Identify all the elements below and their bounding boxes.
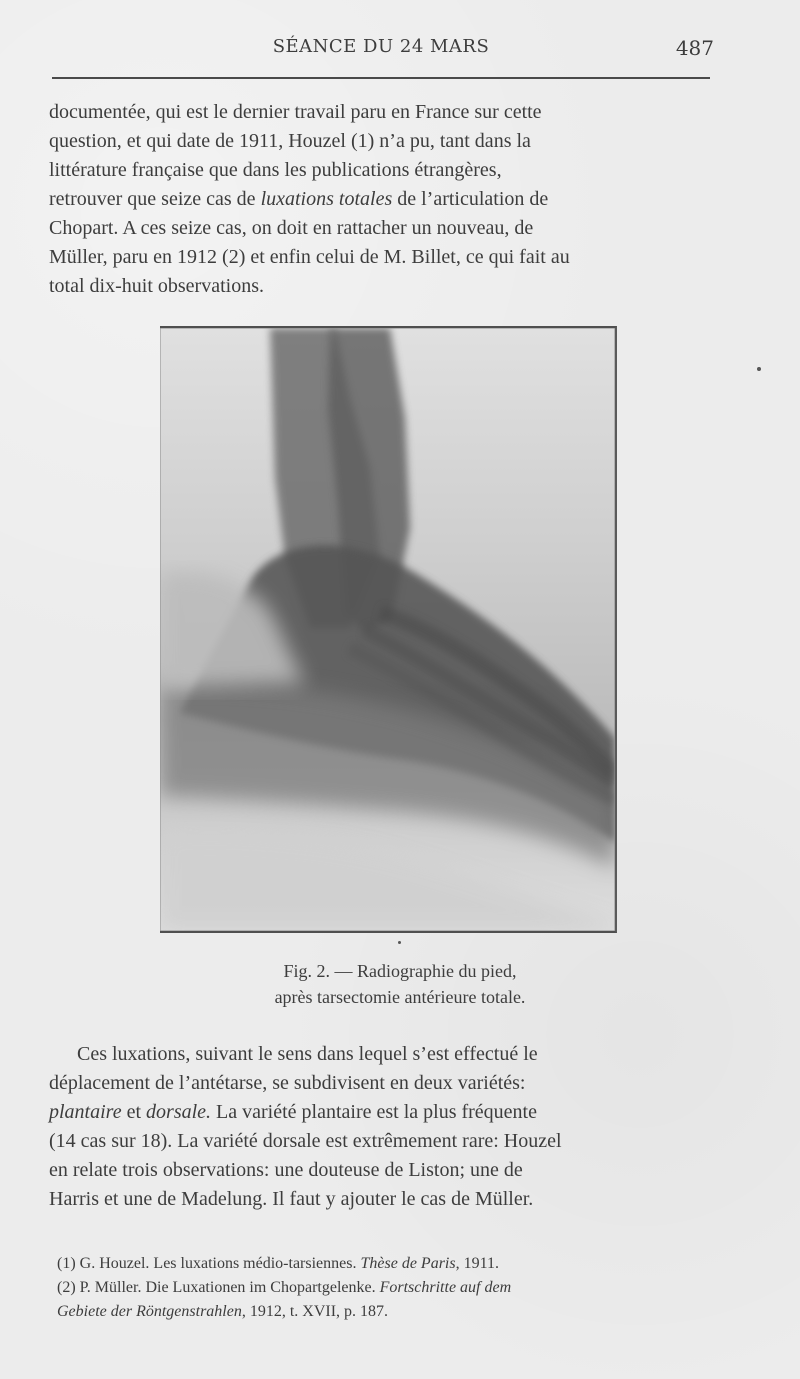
- paragraph-bottom-line-5: en relate trois observations: une douteuse de Liston; une de: [49, 1159, 523, 1181]
- paragraph-top-line-5: Chopart. A ces seize cas, on doit en rattacher un nouveau, de: [49, 217, 534, 239]
- footnote-1-italic: Thèse de Paris: [360, 1255, 456, 1272]
- paragraph-top-line-4-italic: luxations totales: [260, 188, 393, 210]
- paragraph-top-line-2: question, et qui date de 1911, Houzel (1) n’a pu, tant dans la: [49, 130, 531, 152]
- paragraph-bottom-line-3-italic-1: plantaire: [49, 1101, 122, 1123]
- footnote-2-pre: (2) P. Müller. Die Luxationen im Chopartgelenke.: [57, 1279, 380, 1296]
- footnote-2-italic: Fortschritte auf dem: [379, 1279, 512, 1296]
- paragraph-bottom-line-3-mid: et: [121, 1101, 147, 1123]
- footnote-1-post: , 1911.: [455, 1255, 499, 1272]
- paragraph-bottom-line-3-post: La variété plantaire est la plus fréquente: [211, 1101, 537, 1123]
- xray-figure: [160, 326, 617, 933]
- page-header: [52, 36, 714, 64]
- page-number: 487: [675, 36, 714, 60]
- paragraph-top-line-4-post: de l’articulation de: [392, 188, 549, 210]
- footnote-1: [57, 1252, 723, 1276]
- page-title: SÉANCE DU 24 MARS: [272, 36, 490, 57]
- footnote-2-line-2: [57, 1300, 723, 1324]
- paragraph-top-line-4-pre: retrouver que seize cas de: [49, 188, 261, 210]
- figure-caption-line-2: après tarsectomie antérieure totale.: [274, 987, 526, 1007]
- paragraph-top-line-4: [49, 185, 729, 214]
- paragraph-bottom-line-3: [49, 1098, 729, 1127]
- paragraph-top-line-7: total dix-huit observations.: [49, 275, 264, 297]
- footnotes: [57, 1252, 723, 1324]
- paragraph-bottom-line-2: déplacement de l’antétarse, se subdivisent en deux variétés:: [49, 1072, 526, 1094]
- header-rule: [52, 77, 710, 79]
- footnote-2-line-2-post: , 1912, t. XVII, p. 187.: [241, 1303, 389, 1320]
- paragraph-bottom-line-1: Ces luxations, suivant le sens dans lequel s’est effectué le: [77, 1043, 538, 1065]
- paragraph-bottom: [49, 1040, 729, 1214]
- footnote-2-line-1: [57, 1276, 723, 1300]
- paper-speck-2: [398, 941, 401, 944]
- paragraph-top-line-1: documentée, qui est le dernier travail paru en France sur cette: [49, 101, 542, 123]
- paragraph-bottom-line-6: Harris et une de Madelung. Il faut y ajouter le cas de Müller.: [49, 1188, 534, 1210]
- paragraph-top-line-3: littérature française que dans les publications étrangères,: [49, 159, 502, 181]
- footnote-1-pre: (1) G. Houzel. Les luxations médio-tarsiennes.: [57, 1255, 361, 1272]
- figure-caption-line-1: Fig. 2. — Radiographie du pied,: [283, 961, 517, 981]
- paragraph-top-line-6: Müller, paru en 1912 (2) et enfin celui de M. Billet, ce qui fait au: [49, 246, 570, 268]
- paragraph-top: [49, 98, 729, 301]
- paragraph-bottom-line-3-italic-2: dorsale.: [146, 1101, 212, 1123]
- paper-speck-1: [757, 367, 761, 371]
- footnote-2-line-2-italic: Gebiete der Röntgenstrahlen: [57, 1303, 242, 1320]
- paragraph-bottom-line-4: (14 cas sur 18). La variété dorsale est extrêmement rare: Houzel: [49, 1130, 562, 1152]
- xray-image: [160, 328, 615, 931]
